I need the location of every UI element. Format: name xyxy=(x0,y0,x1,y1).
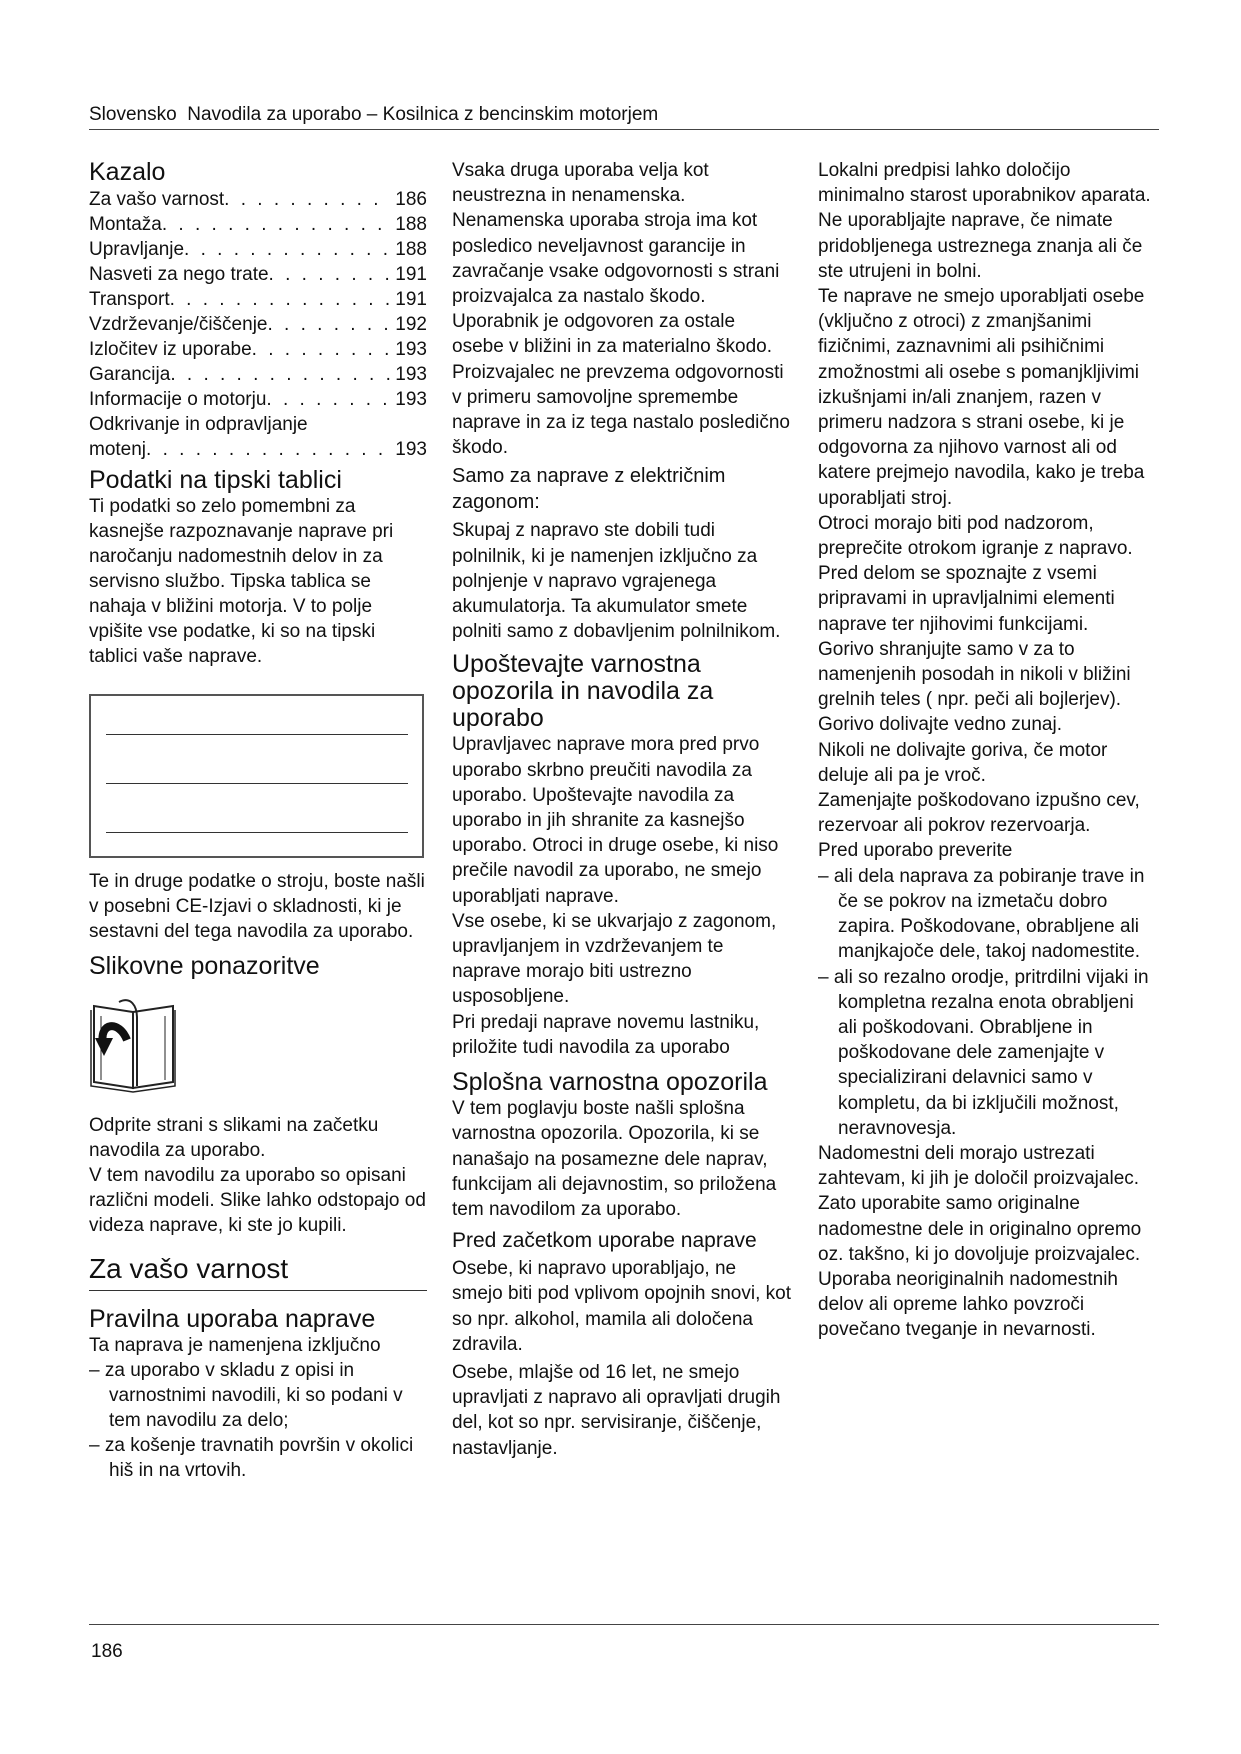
splosna-title: Splošna varnostna opozorila xyxy=(452,1068,768,1097)
slikovne-text-2: V tem navodilu za uporabo so opisani različni modeli. Slike lahko odstopajo od videza naprave, ki ste jo kupili. xyxy=(89,1165,426,1236)
upostevajte-title: Upoštevajte varnostna opozorila in navodila za uporabo xyxy=(452,650,714,733)
plate-line xyxy=(106,734,408,735)
list-item: – ali so rezalno orodje, pritrdilni vijaki in kompletna rezalna enota obrabljeni ali poškodovani. Obrabljene in poškodovane dele zamenjajte v specializirani delavnici samo v kompletu, da bi izključili možnost, neravnovesja. xyxy=(818,965,1158,1141)
text: Nikoli ne dolivajte goriva, če motor deluje ali pa je vroč. xyxy=(818,739,1108,786)
toc-page: 191 xyxy=(395,264,427,285)
toc-row[interactable] xyxy=(89,287,427,312)
toc-page: 191 xyxy=(395,289,427,310)
list-item: – za košenje travnatih površin v okolici hiš in na vrtovih. xyxy=(89,1433,427,1483)
toc-page: 188 xyxy=(395,214,427,235)
elektricni-title: Samo za naprave z električnim zagonom: xyxy=(452,465,726,514)
text: Osebe, ki napravo uporabljajo, ne smejo biti pod vplivom opojnih snovi, kot so npr. alkohol, mamila ali določena zdravila. xyxy=(452,1258,792,1355)
toc-label: Nasveti za nego trate xyxy=(89,264,269,285)
ce-text: Te in druge podatke o stroju, boste našli v posebni CE-Izjavi o skladnosti, ki je sestavni del tega navodila za uporabo. xyxy=(89,871,425,942)
toc-row[interactable] xyxy=(89,237,427,262)
toc-row[interactable] xyxy=(89,212,427,237)
pravilna-title: Pravilna uporaba naprave xyxy=(89,1305,376,1333)
text: Vse osebe, ki se ukvarjajo z zagonom, upravljanjem in vzdrževanjem te naprave morajo biti ustrezno usposobljene. xyxy=(452,910,777,1008)
splosna-text: V tem poglavju boste našli splošna varnostna opozorila. Opozorila, ki se nanašajo na posamezne dele naprav, funkcijam ali dejavnostim, so priložena tem navodilom za uporabo. xyxy=(452,1098,777,1220)
slikovne-title: Slikovne ponazoritve xyxy=(89,952,320,980)
slikovne-text-1: Odprite strani s slikami na začetku navodila za uporabo. xyxy=(89,1115,379,1161)
text: Te naprave ne smejo uporabljati osebe (vključno z otroci) z zmanjšanimi fizičnimi, zaznavnimi ali psihičnimi zmožnostmi ali osebe s pomanjkljivimi izkušnjami in/ali znanjem, razen v primeru nadzora s strani osebe, ki je odgovorna za njihovo varnost ali od katere prejmejo navodila, kako je treba uporabljati stroj. xyxy=(818,286,1145,509)
toc-page: 186 xyxy=(395,189,427,210)
varnost-title: Za vašo varnost xyxy=(89,1253,427,1291)
header-rule xyxy=(89,129,1159,130)
toc-label: motenj xyxy=(89,439,147,460)
type-plate-box xyxy=(89,694,424,858)
column-3 xyxy=(818,158,1158,1343)
text: Lokalni predpisi lahko določijo minimalno starost uporabnikov aparata. xyxy=(818,160,1151,207)
toc-row[interactable] xyxy=(89,362,427,387)
pravilna-intro: Ta naprava je namenjena izključno xyxy=(89,1335,381,1356)
toc-label: Transport xyxy=(89,289,170,310)
toc-row[interactable] xyxy=(89,262,427,287)
text: Vsaka druga uporaba velja kot neustrezna in nenamenska. Nenamenska uporaba stroja ima kot posledico neveljavnost garancije in zavračanje vsake odgovornosti s strani proizvajalca za nastalo škodo. Uporabnik je odgovoren za ostale osebe v bližini in za materialno škodo. xyxy=(452,160,780,358)
pravilna-list xyxy=(89,1358,427,1483)
text: Gorivo shranjujte samo v za to namenjenih posodah in nikoli v bližini grelnih teles ( npr. peči ali bojlerjev). Gorivo dolivajte vedno zunaj. xyxy=(818,638,1131,736)
text: Zamenjajte poškodovano izpušno cev, rezervoar ali pokrov rezervoarja. xyxy=(818,790,1140,837)
text: Osebe, mlajše od 16 let, ne smejo upravljati z napravo ali opravljati drugih del, kot so npr. servisiranje, čiščenje, nastavljanje. xyxy=(452,1361,781,1459)
column-1 xyxy=(89,158,427,1483)
kazalo-title: Kazalo xyxy=(89,158,166,186)
plate-line xyxy=(106,783,408,784)
toc-label: Izločitev iz uporabe xyxy=(89,339,252,360)
toc-row[interactable] xyxy=(89,187,427,212)
preverite-intro: Pred uporabo preverite xyxy=(818,840,1013,862)
text: Nadomestni deli morajo ustrezati zahtevam, ki jih je določil proizvajalec. xyxy=(818,1142,1140,1190)
toc-page: 192 xyxy=(395,314,427,335)
header-language: Slovensko xyxy=(89,104,177,125)
column-2 xyxy=(452,158,792,1461)
text: Otroci morajo biti pod nadzorom, preprečite otrokom igranje z napravo. xyxy=(818,512,1133,560)
tipska-text: Ti podatki so zelo pomembni za kasnejše razpoznavanje naprave pri naročanju nadomestnih delov in za servisno službo. Tipska tablica se nahaja v bližini motorja. V to polje vpišite vse podatke, ki so na tipski tablici vaše naprave. xyxy=(89,496,394,667)
preverite-list xyxy=(818,864,1158,1141)
toc-label: Garancija xyxy=(89,364,171,385)
text: Ne uporabljajte naprave, če nimate pridobljenega ustreznega znanja ali če ste utrujeni in bolni. xyxy=(818,210,1143,282)
text: Pri predaji naprave novemu lastniku, priložite tudi navodila za uporabo xyxy=(452,1011,760,1058)
toc-label: Vzdrževanje/čiščenje xyxy=(89,314,268,335)
page-header xyxy=(89,104,1159,126)
toc-label: Informacije o motorju xyxy=(89,389,267,410)
text: Pred delom se spoznajte z vsemi pripravami in upravljalnimi elementi naprave ter njihovimi funkcijami. xyxy=(818,563,1115,635)
toc-page: 193 xyxy=(395,364,427,385)
toc-label: Upravljanje xyxy=(89,239,185,260)
page-number: 186 xyxy=(91,1641,123,1662)
toc-page: 193 xyxy=(395,439,427,460)
open-book-icon xyxy=(89,994,427,1101)
list-item: – za uporabo v skladu z opisi in varnostnimi navodili, ki so podani v tem navodilu za delo; xyxy=(89,1358,427,1433)
toc-page: 188 xyxy=(395,239,427,260)
tipska-title: Podatki na tipski tablici xyxy=(89,466,342,494)
elektricni-text: Skupaj z napravo ste dobili tudi polnilnik, ki je namenjen izključno za polnjenje v napravo vgrajenega akumulatorja. Ta akumulator smete polniti samo z dobavljenim polnilnikom. xyxy=(452,520,781,643)
toc-row[interactable] xyxy=(89,387,427,412)
toc-label: Montaža xyxy=(89,214,162,235)
text: Upravljavec naprave mora pred prvo uporabo skrbno preučiti navodila za uporabo. Upoštevajte navodila za uporabo in jih shranite za kasnejšo uporabo. Otroci in druge osebe, ki niso prečile navodil za uporabo, ne smejo uporabljati naprave. xyxy=(452,734,779,907)
text: Uporaba neoriginalnih nadomestnih delov ali opreme lahko povzroči povečano tveganje in nevarnosti. xyxy=(818,1268,1118,1341)
text: Proizvajalec ne prevzema odgovornosti v primeru samovoljne spremembe naprave in za iz tega nastalo posledično škodo. xyxy=(452,361,791,459)
toc-row[interactable] xyxy=(89,437,427,462)
footer-rule xyxy=(89,1624,1159,1625)
toc-page: 193 xyxy=(395,339,427,360)
table-of-contents xyxy=(89,187,427,462)
toc-row[interactable] xyxy=(89,337,427,362)
plate-line xyxy=(106,832,408,833)
pred-title: Pred začetkom uporabe naprave xyxy=(452,1229,757,1253)
toc-page: 193 xyxy=(395,389,427,410)
toc-label: Za vašo varnost xyxy=(89,189,225,210)
list-item: – ali dela naprava za pobiranje trave in če se pokrov na izmetaču dobro zapira. Poškodovane, obrabljene ali manjkajoče dele, takoj nadomestite. xyxy=(818,864,1158,965)
header-title: Navodila za uporabo – Kosilnica z bencinskim motorjem xyxy=(187,104,659,125)
toc-last-line1[interactable]: Odkrivanje in odpravljanje xyxy=(89,414,308,435)
text: Zato uporabite samo originalne nadomestne dele in originalno opremo oz. takšno, ki jo dovoljuje proizvajalec. xyxy=(818,1193,1142,1265)
toc-row[interactable] xyxy=(89,312,427,337)
